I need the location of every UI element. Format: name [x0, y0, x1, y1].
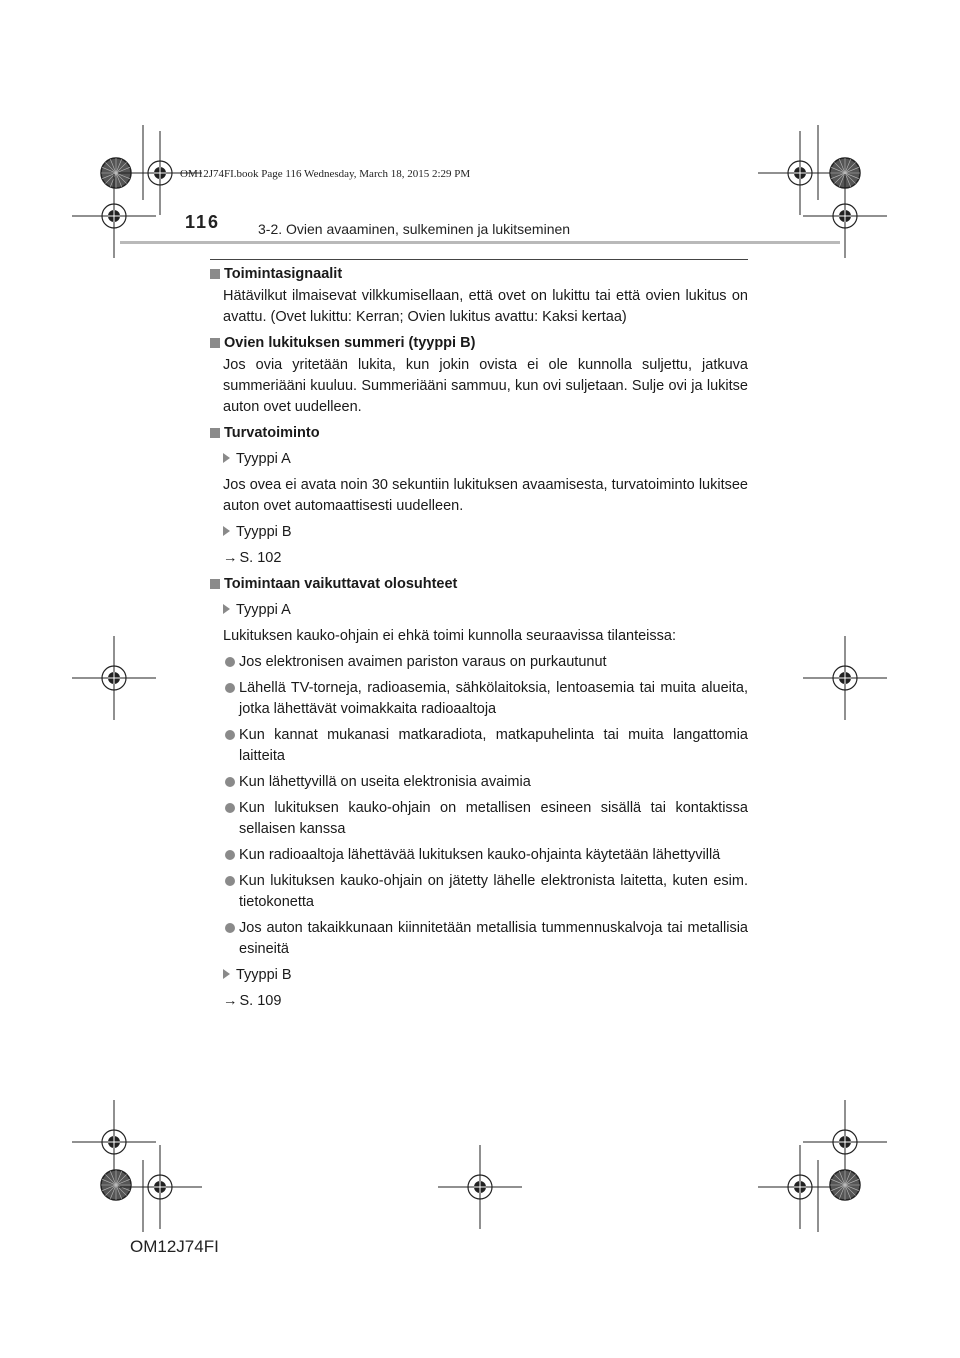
square-bullet-icon	[210, 428, 220, 438]
content-top-rule	[210, 259, 748, 260]
footer-code: OM12J74FI	[130, 1237, 219, 1256]
list-item: Lähellä TV-torneja, radioasemia, sähkölaitoksia, lentoasemia tai muita alueita, jotka lähettävät voimakkaita radioaaltoja	[210, 678, 748, 720]
square-bullet-icon	[210, 269, 220, 279]
triangle-bullet-icon	[223, 526, 230, 536]
list-item: Kun kannat mukanasi matkaradiota, matkapuhelinta tai muita langattomia laitteita	[210, 725, 748, 767]
header-divider	[120, 241, 840, 244]
list-item: Kun lukituksen kauko-ohjain on metallisen esineen sisällä tai kontaktissa sellaisen kanssa	[210, 798, 748, 840]
page-content	[210, 264, 748, 1012]
section-heading: Turvatoiminto	[210, 423, 748, 444]
list-item: Kun lukituksen kauko-ohjain on jätetty lähelle elektronista laitetta, kuten esim. tietokonetta	[210, 871, 748, 913]
paragraph: Hätävilkut ilmaisevat vilkkumisellaan, että ovet on lukittu tai että ovien lukitus on avattu. (Ovet lukittu: Kerran; Ovien lukitus avattu: Kaksi kertaa)	[223, 288, 748, 325]
square-bullet-icon	[210, 579, 220, 589]
circle-bullet-icon	[225, 876, 235, 886]
circle-bullet-icon	[225, 657, 235, 667]
circle-bullet-icon	[225, 777, 235, 787]
circle-bullet-icon	[225, 803, 235, 813]
type-label: Tyyppi B	[210, 965, 748, 986]
section-heading: Toimintasignaalit	[210, 264, 748, 285]
circle-bullet-icon	[225, 683, 235, 693]
type-label: Tyyppi A	[210, 449, 748, 470]
list-item: Kun radioaaltoja lähettävää lukituksen kauko-ohjainta käytetään lähettyvillä	[210, 845, 748, 866]
arrow-icon: →	[223, 550, 238, 566]
book-info-line: OM12J74FI.book Page 116 Wednesday, March 18, 2015 2:29 PM	[180, 168, 471, 180]
list-item: Jos auton takaikkunaan kiinnitetään metallisia tummennuskalvoja tai metallisia esineitä	[210, 918, 748, 960]
triangle-bullet-icon	[223, 969, 230, 979]
square-bullet-icon	[210, 338, 220, 348]
triangle-bullet-icon	[223, 453, 230, 463]
arrow-icon: →	[223, 993, 238, 1009]
circle-bullet-icon	[225, 730, 235, 740]
paragraph: Lukituksen kauko-ohjain ei ehkä toimi kunnolla seuraavissa tilanteissa:	[223, 628, 676, 644]
paragraph: Jos ovia yritetään lukita, kun jokin ovista ei ole kunnolla suljettu, jatkuva summeriääni kuuluu. Summeriääni sammuu, kun ovi suljetaan. Sulje ovi ja lukitse auton ovet uudelleen.	[223, 357, 748, 415]
type-label: Tyyppi A	[210, 600, 748, 621]
page-reference[interactable]: → S. 102	[223, 550, 282, 566]
section-heading: Ovien lukituksen summeri (tyyppi B)	[210, 333, 748, 354]
type-label: Tyyppi B	[210, 522, 748, 543]
triangle-bullet-icon	[223, 604, 230, 614]
section-title: 3-2. Ovien avaaminen, sulkeminen ja lukitseminen	[258, 221, 571, 237]
paragraph: Jos ovea ei avata noin 30 sekuntiin lukituksen avaamisesta, turvatoiminto lukitsee auton ovet automaattisesti uudelleen.	[223, 477, 748, 514]
page-number: 116	[185, 212, 221, 232]
list-item: Jos elektronisen avaimen pariston varaus on purkautunut	[210, 652, 748, 673]
circle-bullet-icon	[225, 850, 235, 860]
section-heading: Toimintaan vaikuttavat olosuhteet	[210, 574, 748, 595]
list-item: Kun lähettyvillä on useita elektronisia avaimia	[210, 772, 748, 793]
circle-bullet-icon	[225, 923, 235, 933]
page-reference[interactable]: → S. 109	[223, 993, 282, 1009]
